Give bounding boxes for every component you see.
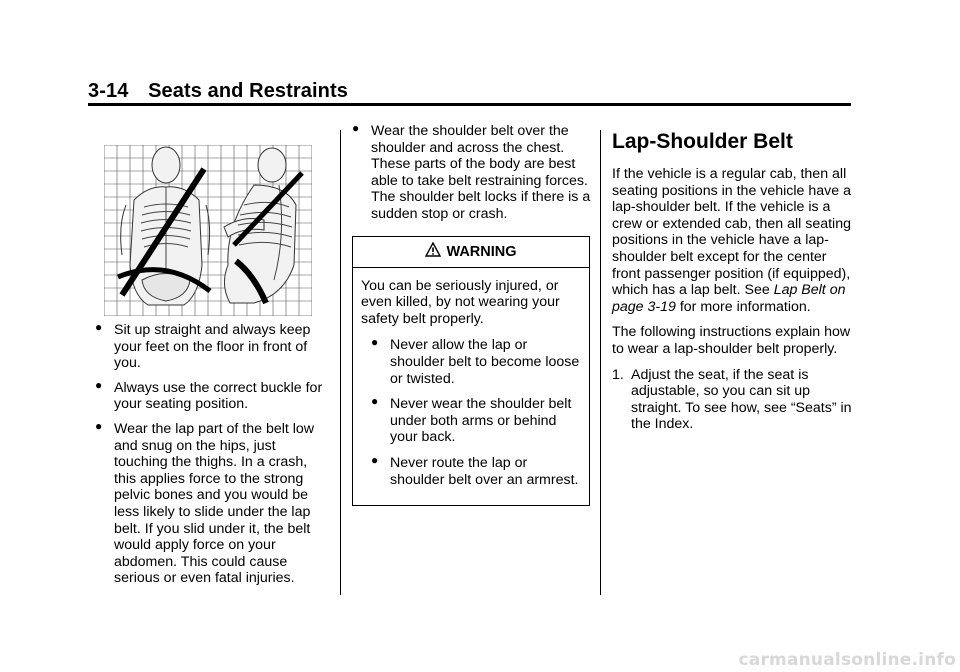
column-1 xyxy=(95,322,330,595)
column-divider xyxy=(340,130,341,595)
bullet-icon: ● xyxy=(371,452,379,467)
bullet-icon: ● xyxy=(95,418,103,433)
warning-box xyxy=(352,236,590,507)
bullet-text: Wear the shoulder belt over the shoulder and across the chest. These parts of the body are best able to take belt restraining forces. The shoulder belt locks if there is a sudden stop or crash. xyxy=(371,123,591,222)
paragraph: If the vehicle is a regular cab, then all seating positions in the vehicle have a lap-shoulder belt. If the vehicle is a crew or extended cab, then all seating positions in the vehicle have a lap-shoulder belt except for the center front passenger position (if equipped), which has a lap belt. See Lap Belt on page 3-19 for more information. xyxy=(612,166,851,315)
page-number: 3-14 xyxy=(88,80,129,102)
bullet-list xyxy=(95,322,330,587)
section-heading: Lap-Shoulder Belt xyxy=(612,130,793,153)
list-item xyxy=(95,377,330,413)
list-item xyxy=(371,337,581,387)
paragraph: The following instructions explain how to wear a lap-shoulder belt properly. xyxy=(612,324,851,357)
numbered-step xyxy=(612,367,852,433)
bullet-text: Never allow the lap or shoulder belt to become loose or twisted. xyxy=(390,337,580,387)
bullet-icon: ● xyxy=(352,121,360,135)
list-item xyxy=(352,123,592,223)
column-divider xyxy=(600,130,601,595)
warning-intro: You can be seriously injured, or even killed, by not wearing your safety belt properly. xyxy=(361,277,560,327)
bullet-text: Never route the lap or shoulder belt over an armrest. xyxy=(390,454,579,488)
bullet-icon: ● xyxy=(95,320,103,334)
page-header xyxy=(88,80,348,103)
column-2 xyxy=(352,123,592,506)
warning-title: WARNING xyxy=(446,243,517,260)
list-item xyxy=(95,322,330,372)
column-3 xyxy=(612,130,852,433)
seatbelt-skeleton-illustration xyxy=(104,145,312,316)
bullet-icon: ● xyxy=(371,394,379,409)
bullet-icon: ● xyxy=(371,335,379,350)
list-item xyxy=(95,418,330,587)
step-text: Adjust the seat, if the seat is adjustable, so you can sit up straight. To see how, see “Seats” in the Index. xyxy=(631,366,852,433)
list-item xyxy=(371,452,581,488)
bullet-text: Sit up straight and always keep your feet on the floor in front of you. xyxy=(114,322,311,372)
section-title: Seats and Restraints xyxy=(148,80,348,102)
bullet-text: Never wear the shoulder belt under both arms or behind your back. xyxy=(390,396,572,446)
cross-reference-link[interactable]: Lap Belt on page 3-19 xyxy=(612,282,846,315)
watermark: carmanualsonline.info xyxy=(738,650,956,670)
warning-header xyxy=(353,237,589,268)
header-rule xyxy=(88,103,851,106)
warning-icon xyxy=(425,242,441,257)
bullet-icon: ● xyxy=(95,377,103,392)
bullet-text: Always use the correct buckle for your seating position. xyxy=(114,379,323,413)
warning-bullet-list xyxy=(361,337,581,488)
list-item xyxy=(371,396,581,446)
step-number: 1. xyxy=(612,366,624,383)
bullet-text: Wear the lap part of the belt low and snug on the hips, just touching the thighs. In a crash, this applies force to the strong pelvic bones and you would be less likely to slide under the lap belt. If you slid under it, the belt would apply force on your abdomen. This could cause serious or even fatal injuries. xyxy=(114,420,315,587)
bullet-list xyxy=(352,123,592,223)
warning-body xyxy=(353,268,589,506)
